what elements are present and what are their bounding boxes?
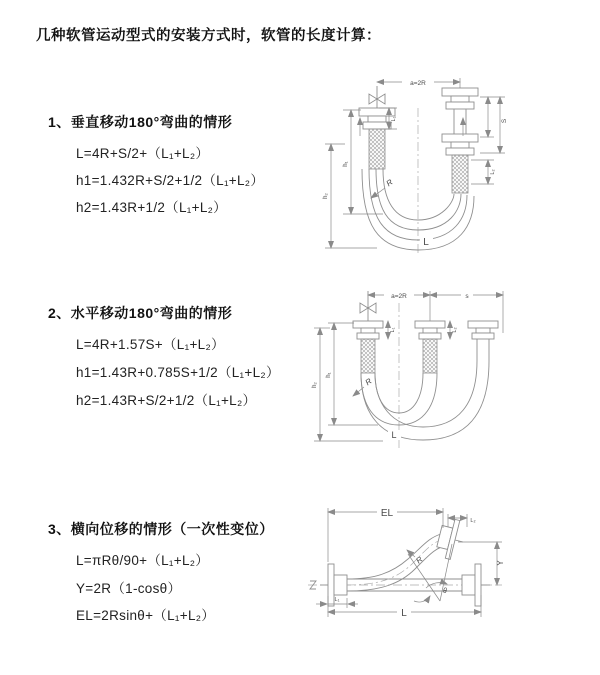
dimension-top-a2r: [368, 290, 430, 300]
section-1-heading: 1、垂直移动180°弯曲的情形: [48, 114, 233, 130]
dim-s-label: s: [465, 293, 469, 300]
dim-a2r-label: a=2R: [391, 293, 407, 300]
section-2-formula-h1: h1=1.43R+0.785S+1/2（L₁+L₂）: [76, 365, 280, 380]
dimension-fitting-right: [471, 160, 496, 184]
section-3-formula-Y: Y=2R（1-cosθ）: [76, 581, 182, 596]
left-flange-fitting: [353, 321, 383, 373]
braided-section: [369, 129, 385, 169]
right-flange-fitting-upper: [442, 88, 478, 134]
section-1-formula-L: L=4R+S/2+（L₁+L₂）: [76, 146, 210, 161]
dim-top-label: a=2R: [410, 80, 426, 87]
section-3-formula-EL: EL=2Rsinθ+（L₁+L₂）: [76, 608, 216, 623]
section-1-formula-h1: h1=1.432R+S/2+1/2（L₁+L₂）: [76, 173, 265, 188]
dim-s-label: S: [501, 118, 508, 124]
displaced-hose: [347, 534, 448, 591]
section-2-formula-L: L=4R+1.57S+（L₁+L₂）: [76, 337, 225, 352]
dim-l2-label: L₂: [452, 327, 458, 333]
dimension-top-a2r: [377, 77, 460, 88]
section-1-formula-h2: h2=1.43R+1/2（L₁+L₂）: [76, 200, 227, 215]
right-flange-fitting: [462, 564, 490, 606]
radius-label: R: [384, 177, 395, 189]
diagram-horizontal-180-bend: [308, 283, 533, 463]
length-label: L: [391, 430, 397, 440]
braided-section: [361, 339, 375, 373]
dim-l-label: L: [401, 608, 407, 619]
dim-y-label: Y: [496, 560, 505, 566]
valve-icon: [369, 86, 385, 108]
section-3-heading: 3、横向位移的情形（一次性变位）: [48, 521, 274, 537]
radius-label: R: [414, 554, 425, 566]
dim-l1-label: L₁: [390, 327, 396, 333]
length-label: L: [423, 237, 429, 248]
dim-h1-label: h₁: [343, 161, 349, 167]
dimension-el: [328, 506, 443, 562]
right-flange-fitting: [468, 291, 503, 361]
dim-h2-label: h₂: [312, 382, 318, 388]
angle-label: θ: [443, 588, 447, 595]
dimension-fitting-left: [388, 321, 396, 339]
dim-el-label: EL: [380, 508, 394, 519]
section-2-heading: 2、水平移动180°弯曲的情形: [48, 305, 233, 321]
left-flange-fitting: [320, 564, 347, 606]
section-3-formula-L: L=πRθ/90+（L₁+L₂）: [76, 553, 210, 568]
dim-h2-label: h₂: [323, 193, 329, 199]
dim-l1-label: L₁: [334, 597, 340, 603]
page-title: 几种软管运动型式的安装方式时，软管的长度计算：: [36, 28, 381, 44]
middle-flange-fitting: [415, 291, 445, 373]
braided-section: [423, 339, 437, 373]
diagram-lateral-displacement: [300, 500, 560, 632]
section-2-formula-h2: h2=1.43R+S/2+1/2（L₁+L₂）: [76, 393, 257, 408]
left-flange-fitting: [359, 108, 395, 169]
upper-flange-fitting: [435, 517, 468, 562]
dimension-top-s: [430, 290, 503, 300]
dimension-fitting-top: [448, 514, 476, 527]
dim-l2-label: L₂: [490, 169, 496, 175]
radius-callout: [371, 177, 395, 198]
dim-h1-label: h₁: [326, 372, 332, 378]
valve-icon: [360, 291, 376, 321]
dim-l1-label: L₁: [391, 116, 397, 122]
dimension-fitting-left: [316, 597, 358, 608]
dimension-fitting-mid: [450, 321, 458, 339]
diagram-vertical-180-bend: [315, 72, 520, 264]
dim-l2-label: L₂: [470, 518, 476, 524]
braided-section: [452, 155, 468, 193]
dimension-bottom-l: [328, 595, 481, 619]
radius-label: R: [363, 376, 374, 388]
dimension-stroke-s: [480, 97, 508, 153]
